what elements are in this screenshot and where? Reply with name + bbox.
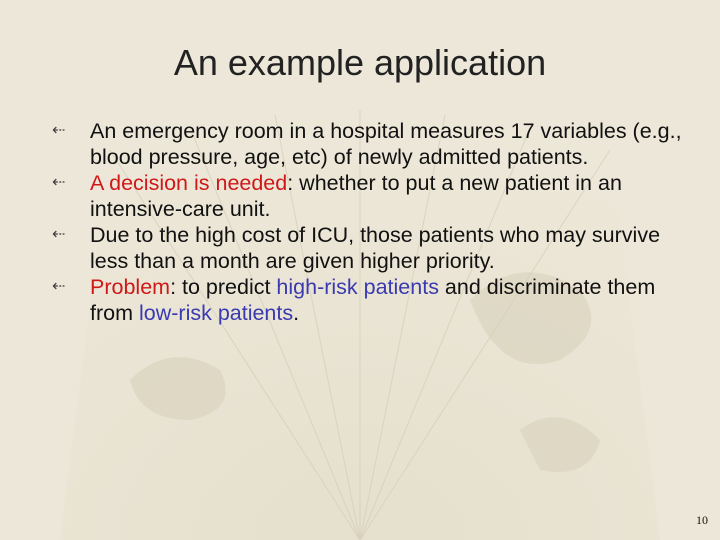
decision-highlight: A decision is needed xyxy=(90,171,288,195)
bullet-item xyxy=(52,222,682,274)
bullet-text: : whether to put a new patient in an intensive-care unit. xyxy=(90,171,622,221)
bullet-text: . xyxy=(293,301,300,325)
bullet-list xyxy=(52,118,682,326)
high-risk-term: high-risk patients xyxy=(276,275,439,299)
arrow-left-icon: ⇠ xyxy=(52,278,66,295)
bullet-item xyxy=(52,170,682,222)
bullet-text: Due to the high cost of ICU, those patients who may survive less than a month are given higher priority. xyxy=(90,223,661,273)
arrow-left-icon: ⇠ xyxy=(52,122,66,139)
bullet-item xyxy=(52,274,682,326)
bullet-text: : to predict xyxy=(170,275,277,299)
bullet-text: and discriminate them from xyxy=(90,275,656,325)
slide-title: An example application xyxy=(173,42,547,83)
arrow-left-icon: ⇠ xyxy=(52,226,66,243)
low-risk-term: low-risk patients xyxy=(138,301,294,325)
bullet-text: An emergency room in a hospital measures 17 variables (e.g., blood pressure, age, etc) of newly admitted patients. xyxy=(90,119,682,169)
arrow-left-icon: ⇠ xyxy=(52,174,66,191)
bullet-item xyxy=(52,118,682,170)
problem-highlight: Problem xyxy=(90,275,171,299)
page-number: 10 xyxy=(696,513,708,527)
